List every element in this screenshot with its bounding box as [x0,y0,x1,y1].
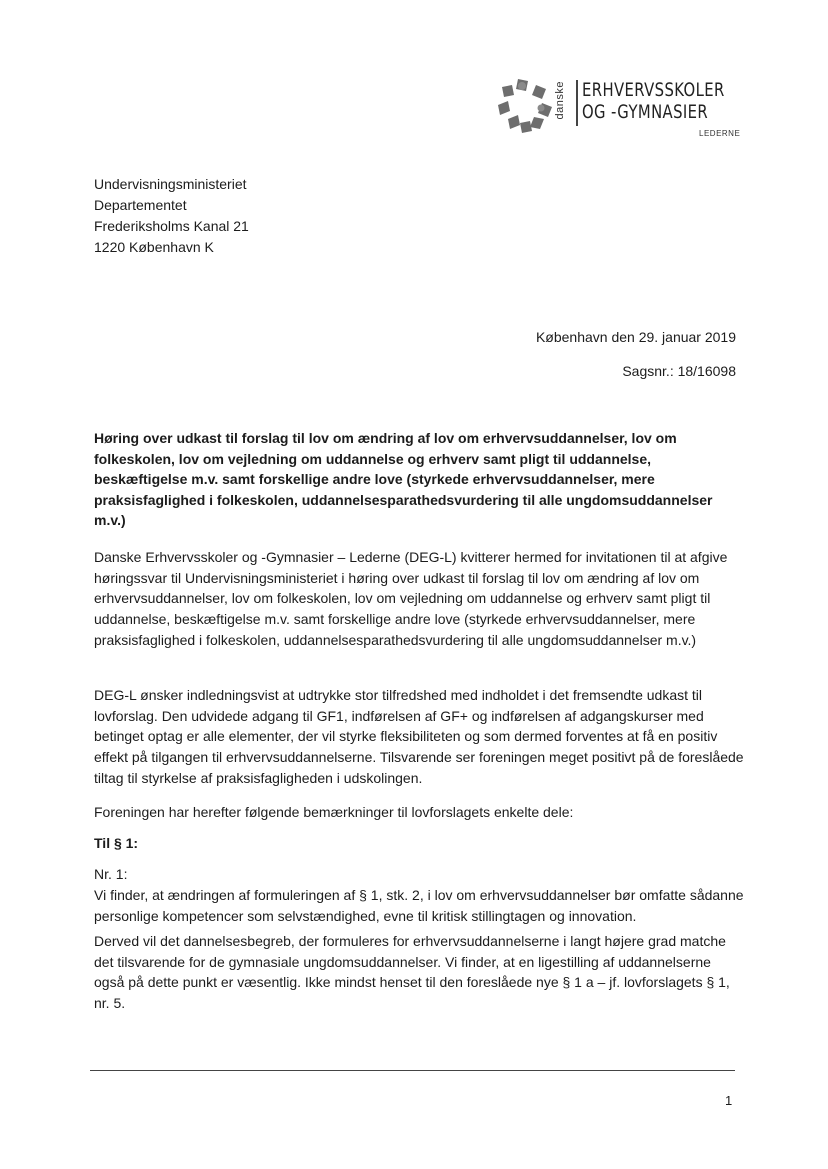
logo-title-line1: ERHVERVSSKOLER [582,79,725,101]
logo-petals-icon [496,77,556,137]
logo-danske-text: danske [554,81,566,120]
section-heading: Til § 1: [94,835,139,851]
logo-title-line2: OG -GYMNASIER [582,101,709,123]
recipient-line: Undervisningsministeriet [94,176,247,192]
recipient-line: Departementet [94,197,187,213]
logo-divider [576,80,578,126]
body-paragraph: Derved vil det dannelsesbegreb, der formuleres for erhvervsuddannelserne i langt højere grad matche det tilsvarende for de gymnasiale ungdomsuddannelser. Vi finder, at en ligestilling af uddannelserne også på dette punkt er væsentlig. Ikke mindst henset til den foreslåede nye § 1 a – jf. lovforslagets § 1, nr. 5. [94,933,730,1012]
logo-subtitle: LEDERNE [699,129,741,138]
footer-divider [90,1070,735,1071]
body-paragraph: DEG-L ønsker indledningsvist at udtrykke stor tilfredshed med indholdet i det fremsendte udkast til lovforslag. Den udvidede adgang til GF1, indførelsen af GF+ og indførelsen af adgangskurser med betinget optag er alle elementer, der vil styrke fleksibiliteten og som dermed forventes at få en positiv effekt på tilgangen til erhvervsuddannelserne. Tilsvarende ser foreningen meget positivt på de foreslåede tiltag til styrkelse af praksisfagligheden i udskolingen. [94,687,744,786]
recipient-address [94,174,249,258]
recipient-line: 1220 København K [94,239,214,255]
case-number: Sagsnr.: 18/16098 [622,363,736,379]
body-paragraph: Danske Erhvervsskoler og -Gymnasier – Lederne (DEG-L) kvitterer hermed for invitationen til at afgive høringssvar til Undervisningsministeriet i høring over udkast til forslag til lov om ændring af lov om erhvervsuddannelser, lov om folkeskolen, lov om vejledning om uddannelse og erhverv samt pligt til uddannelse, beskæftigelse m.v. samt forskellige andre love (styrkede erhvervsuddannelser, mere praksisfaglighed i folkeskolen, uddannelsesparathedsvurdering til alle ungdomsuddannelser m.v.) [94,549,728,648]
organization-logo [496,77,746,147]
letter-subject: Høring over udkast til forslag til lov om ændring af lov om erhvervsuddannelser, lov om folkeskolen, lov om vejledning om uddannelse og erhverv samt pligt til uddannelse, beskæftigelse m.v. samt forskellige andre love (styrkede erhvervsuddannelser, mere praksisfaglighed i folkeskolen, uddannelsesparathedsvurdering til alle ungdomsuddannelser m.v.) [94,430,713,528]
letter-date: København den 29. januar 2019 [535,329,736,345]
recipient-line: Frederiksholms Kanal 21 [94,218,249,234]
body-paragraph: Vi finder, at ændringen af formuleringen af § 1, stk. 2, i lov om erhvervsuddannelser bør omfatte sådanne personlige kompetencer som selvstændighed, evne til kritisk stillingtagen og innovation. [94,887,744,924]
body-paragraph: Foreningen har herefter følgende bemærkninger til lovforslagets enkelte dele: [94,804,574,820]
page-number: 1 [725,1093,733,1108]
item-number: Nr. 1: [94,866,128,882]
